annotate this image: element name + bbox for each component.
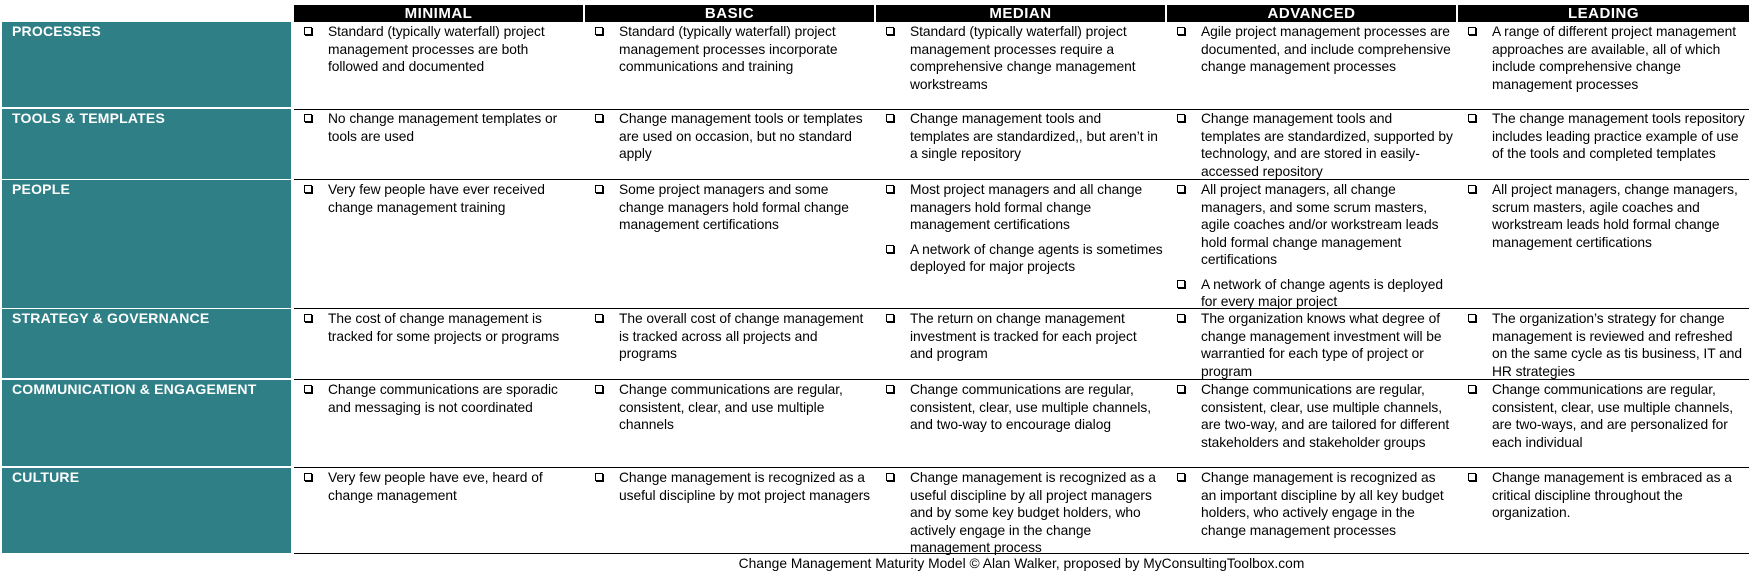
column-header-minimal: MINIMAL <box>294 5 583 22</box>
list-item <box>886 181 1163 234</box>
list-item <box>595 181 872 234</box>
list-item <box>1468 310 1747 380</box>
checkbox-bullet-icon <box>595 27 603 35</box>
checkbox-bullet-icon <box>595 473 603 481</box>
column-header-basic: BASIC <box>585 5 874 22</box>
item-text: The return on change management investment is tracked for each project and program <box>910 311 1137 361</box>
list-item <box>886 381 1163 434</box>
item-text: Change management tools and templates are standardized,, but aren’t in a single repository <box>910 111 1158 161</box>
list-item <box>1177 381 1454 451</box>
list-item <box>1468 469 1747 522</box>
checkbox-bullet-icon <box>886 185 894 193</box>
footer-credit: Change Management Maturity Model © Alan Walker, proposed by MyConsultingToolbox.com <box>738 556 1305 571</box>
list-item <box>1468 23 1747 93</box>
row-label-people: PEOPLE <box>2 180 291 308</box>
checkbox-bullet-icon <box>304 185 312 193</box>
column-header-advanced: ADVANCED <box>1167 5 1456 22</box>
checkbox-bullet-icon <box>1177 114 1185 122</box>
item-text: Change communications are sporadic and messaging is not coordinated <box>328 382 558 415</box>
cell-strategy-advanced <box>1167 309 1456 387</box>
list-item <box>886 241 1163 276</box>
item-text: Very few people have eve, heard of change management <box>328 470 543 503</box>
list-item <box>886 469 1163 557</box>
item-text: The overall cost of change management is tracked across all projects and programs <box>619 311 864 361</box>
list-item <box>1468 181 1747 251</box>
cell-communication-advanced <box>1167 380 1456 458</box>
list-item <box>1177 310 1454 380</box>
list-item <box>304 310 581 345</box>
item-text: All project managers, all change managers, and some scrum masters, agile coaches and/or workstream leads hold formal change management certifications <box>1201 182 1439 267</box>
list-item <box>304 181 581 216</box>
cell-strategy-minimal <box>294 309 583 352</box>
list-item <box>886 310 1163 363</box>
cell-communication-median <box>876 380 1165 441</box>
list-item <box>1177 181 1454 269</box>
checkbox-bullet-icon <box>1177 473 1185 481</box>
checkbox-bullet-icon <box>1468 114 1476 122</box>
checkbox-bullet-icon <box>595 314 603 322</box>
cell-processes-leading <box>1458 22 1749 100</box>
cell-strategy-basic <box>585 309 874 370</box>
item-text: Change management tools and templates are standardized, supported by technology, and are stored in easily-accessed repository <box>1201 111 1453 179</box>
list-item <box>1468 381 1747 451</box>
list-item <box>304 110 581 145</box>
cell-processes-advanced <box>1167 22 1456 83</box>
list-item <box>886 110 1163 163</box>
cell-processes-minimal <box>294 22 583 83</box>
cell-people-basic <box>585 180 874 241</box>
checkbox-bullet-icon <box>1468 314 1476 322</box>
checkbox-bullet-icon <box>1177 385 1185 393</box>
list-item <box>595 310 872 363</box>
item-text: Standard (typically waterfall) project management processes incorporate communications and training <box>619 24 838 74</box>
cell-people-minimal <box>294 180 583 223</box>
checkbox-bullet-icon <box>304 385 312 393</box>
checkbox-bullet-icon <box>886 473 894 481</box>
cell-tools-leading <box>1458 109 1749 170</box>
list-item <box>886 23 1163 93</box>
checkbox-bullet-icon <box>886 27 894 35</box>
item-text: Change management is recognized as a useful discipline by mot project managers <box>619 470 871 503</box>
item-text: Change management is recognized as a useful discipline by all project managers and by some key budget holders, who actively engage in the change management process <box>910 470 1156 555</box>
list-item <box>595 23 872 76</box>
cell-strategy-median <box>876 309 1165 370</box>
item-text: Change management tools or templates are used on occasion, but no standard apply <box>619 111 863 161</box>
cell-tools-minimal <box>294 109 583 152</box>
list-item <box>1177 469 1454 539</box>
row-label-processes: PROCESSES <box>2 22 291 107</box>
cell-processes-basic <box>585 22 874 83</box>
item-text: A range of different project management approaches are available, all of which include comprehensive change management processes <box>1492 24 1736 92</box>
list-item <box>595 469 872 504</box>
checkbox-bullet-icon <box>886 385 894 393</box>
list-item <box>595 381 872 434</box>
checkbox-bullet-icon <box>1468 185 1476 193</box>
item-text: Change communications are regular, consistent, clear, use multiple channels, and two-way to encourage dialog <box>910 382 1152 432</box>
cell-processes-median <box>876 22 1165 100</box>
item-text: Change management is embraced as a critical discipline throughout the organization. <box>1492 470 1732 520</box>
checkbox-bullet-icon <box>304 473 312 481</box>
cell-people-advanced <box>1167 180 1456 318</box>
checkbox-bullet-icon <box>1468 473 1476 481</box>
cell-culture-leading <box>1458 468 1749 529</box>
list-item <box>1177 23 1454 76</box>
item-text: Change management is recognized as an important discipline by all key budget holders, who actively engage in the change management processes <box>1201 470 1444 538</box>
item-text: Most project managers and all change managers hold formal change management certifications <box>910 182 1143 232</box>
column-header-median: MEDIAN <box>876 5 1165 22</box>
list-item <box>1177 110 1454 180</box>
row-label-culture: CULTURE <box>2 468 291 553</box>
cell-tools-basic <box>585 109 874 170</box>
list-item <box>595 110 872 163</box>
checkbox-bullet-icon <box>304 314 312 322</box>
checkbox-bullet-icon <box>595 114 603 122</box>
item-text: Some project managers and some change managers hold formal change management certifications <box>619 182 849 232</box>
cell-strategy-leading <box>1458 309 1749 387</box>
item-text: No change management templates or tools are used <box>328 111 558 144</box>
item-text: All project managers, change managers, scrum masters, agile coaches and workstream leads hold formal change management certifications <box>1492 182 1738 250</box>
item-text: The change management tools repository includes leading practice example of use of the tools and completed templates <box>1492 111 1745 161</box>
checkbox-bullet-icon <box>304 27 312 35</box>
row-label-strategy-governance: STRATEGY & GOVERNANCE <box>2 309 291 378</box>
cell-culture-minimal <box>294 468 583 511</box>
item-text: Change communications are regular, consistent, clear, use multiple channels, are two-ways, and are personalized for each individual <box>1492 382 1734 450</box>
list-item <box>1177 276 1454 311</box>
row-label-communication-engagement: COMMUNICATION & ENGAGEMENT <box>2 380 291 466</box>
checkbox-bullet-icon <box>886 314 894 322</box>
cell-communication-minimal <box>294 380 583 423</box>
checkbox-bullet-icon <box>1177 185 1185 193</box>
checkbox-bullet-icon <box>1468 385 1476 393</box>
checkbox-bullet-icon <box>1177 314 1185 322</box>
checkbox-bullet-icon <box>886 114 894 122</box>
checkbox-bullet-icon <box>304 114 312 122</box>
checkbox-bullet-icon <box>595 185 603 193</box>
item-text: Very few people have ever received change management training <box>328 182 545 215</box>
item-text: A network of change agents is deployed for every major project <box>1201 276 1444 309</box>
cell-culture-median <box>876 468 1165 564</box>
item-text: Standard (typically waterfall) project management processes are both followed and documented <box>328 24 545 74</box>
item-text: Change communications are regular, consistent, clear, and use multiple channels <box>619 382 843 432</box>
item-text: Standard (typically waterfall) project management processes require a comprehensive change management workstreams <box>910 24 1136 92</box>
cell-people-leading <box>1458 180 1749 258</box>
cell-communication-leading <box>1458 380 1749 458</box>
cell-communication-basic <box>585 380 874 441</box>
item-text: The organization knows what degree of change management investment will be warrantied for each type of project or program <box>1201 311 1442 379</box>
list-item <box>1468 110 1747 163</box>
list-item <box>304 469 581 504</box>
checkbox-bullet-icon <box>886 245 894 253</box>
checkbox-bullet-icon <box>1177 27 1185 35</box>
checkbox-bullet-icon <box>1177 280 1185 288</box>
cell-culture-basic <box>585 468 874 511</box>
cell-culture-advanced <box>1167 468 1456 546</box>
row-label-tools-templates: TOOLS & TEMPLATES <box>2 109 291 179</box>
item-text: Change communications are regular, consistent, clear, use multiple channels, are two-way, and are tailored for different stakeholders and stakeholder groups <box>1201 382 1450 450</box>
item-text: Agile project management processes are documented, and include comprehensive change management processes <box>1201 24 1451 74</box>
checkbox-bullet-icon <box>1468 27 1476 35</box>
item-text: The organization’s strategy for change management is reviewed and refreshed on the same cycle as tis business, IT and HR strategies <box>1492 311 1742 379</box>
checkbox-bullet-icon <box>595 385 603 393</box>
item-text: The cost of change management is tracked for some projects or programs <box>328 311 560 344</box>
cell-tools-median <box>876 109 1165 170</box>
list-item <box>304 381 581 416</box>
item-text: A network of change agents is sometimes deployed for major projects <box>910 241 1163 274</box>
cell-tools-advanced <box>1167 109 1456 187</box>
list-item <box>304 23 581 76</box>
cell-people-median <box>876 180 1165 283</box>
column-header-leading: LEADING <box>1458 5 1749 22</box>
